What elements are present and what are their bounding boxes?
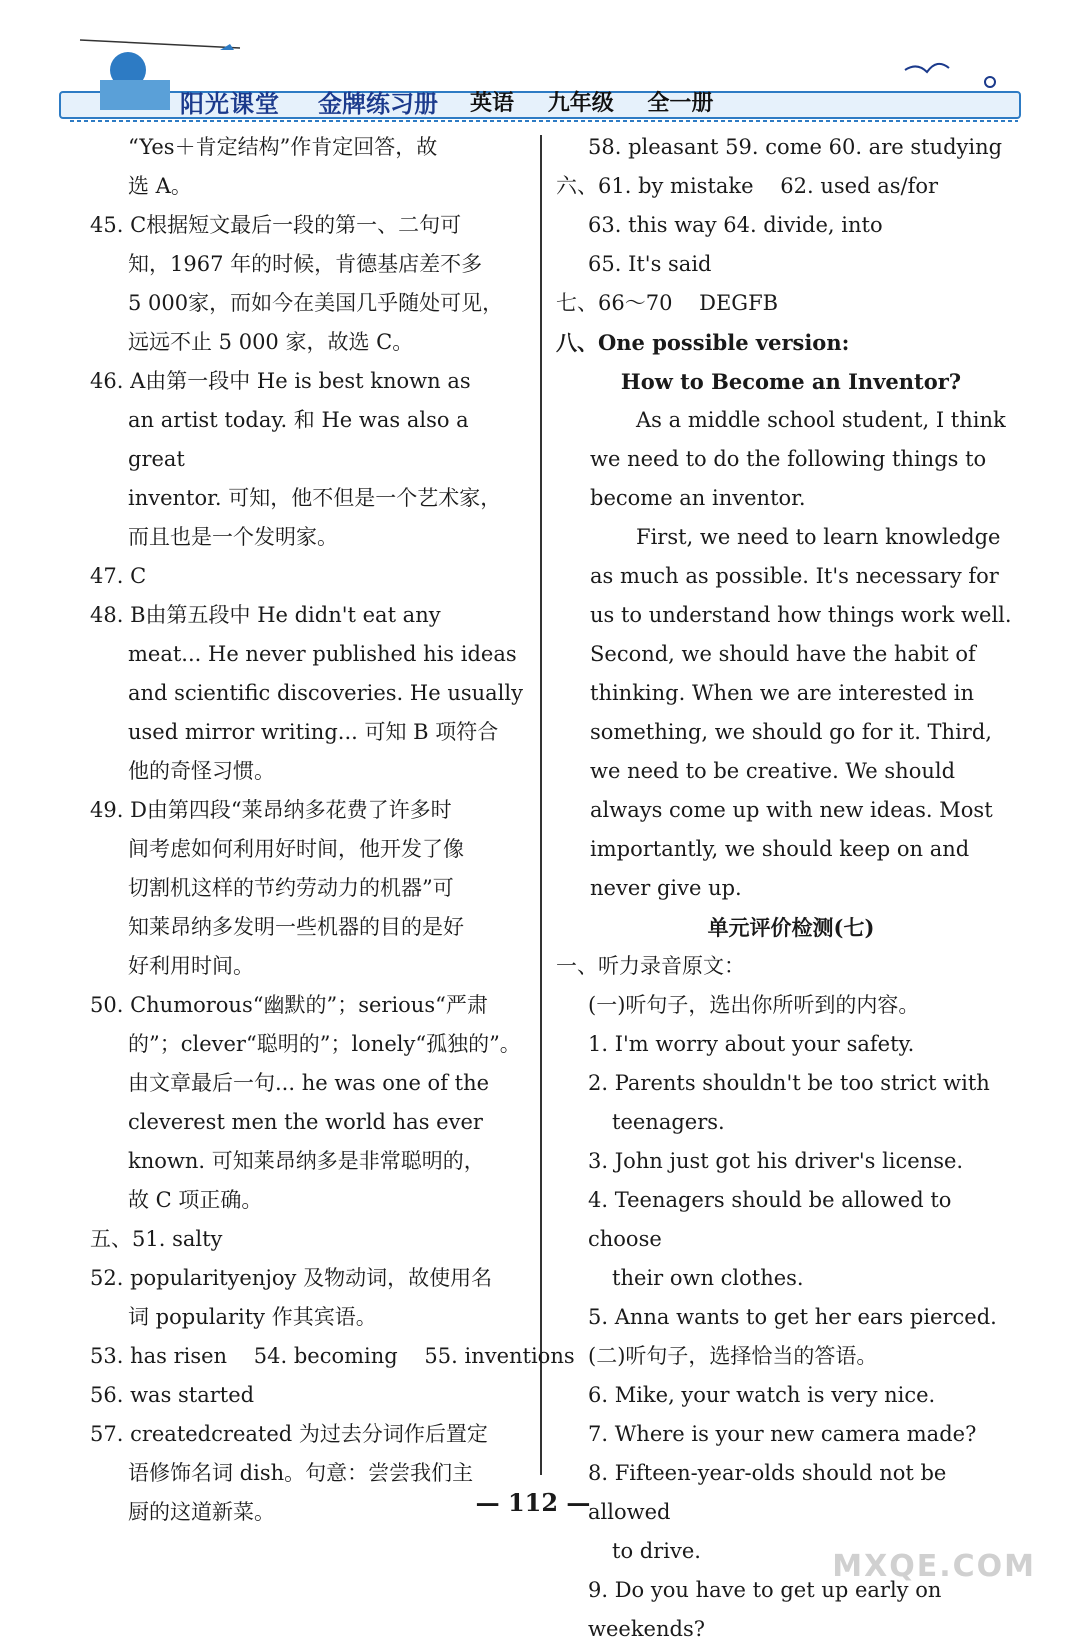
answer-text: 9. Do you have to get up early on weekends? [588,1578,942,1641]
answer-line [90,479,530,518]
answer-line [556,1415,1026,1454]
answer-text: 选 A。 [128,174,192,198]
answer-text: 4. Teenagers should be allowed to choose [588,1188,952,1251]
answer-number: 八、One possible version: [556,330,850,355]
answer-text: 由第一段中 He is best known as [145,369,471,393]
column-divider [540,135,542,1475]
answer-line [90,1142,530,1181]
essay-paragraph-1: As a middle school student, I think we need to do the following things to become an inventor. [590,408,1006,510]
answer-text: (一)听句子，选出你所听到的内容。 [588,993,920,1017]
answer-line [90,245,530,284]
answer-text: 间考虑如何利用好时间，他开发了像 [128,837,464,861]
answer-number: 47. C [90,564,147,588]
answer-line [90,635,530,674]
answer-line [556,1142,1026,1181]
answer-text: 根据短文最后一段的第一、二句可 [146,213,462,237]
answer-number: 56. was started [90,1383,255,1407]
answer-line [556,284,1026,323]
answer-number: 七、66～70 DEGFB [556,291,779,315]
answer-line [90,791,530,830]
answer-line [90,869,530,908]
answer-text: 8. Fifteen-year-olds should not be allowed [588,1461,947,1524]
answer-line [90,986,530,1025]
answer-text: inventor. 可知，他不但是一个艺术家， [128,486,502,510]
answer-line [556,1337,1026,1376]
subject: 英语 [470,91,515,116]
answer-line [90,947,530,986]
answer-line [90,1259,530,1298]
answer-number: 45. C [90,213,147,237]
answer-line [90,284,530,323]
answer-number: 57. created [90,1422,212,1446]
answer-line [90,1220,530,1259]
answer-text: 词 popularity 作其宾语。 [128,1305,377,1329]
answer-text: 他的奇怪习惯。 [128,759,275,783]
answer-text: 知，1967 年的时候，肯德基店差不多 [128,252,483,276]
answer-text: “Yes＋肯定结构”作肯定回答，故 [128,135,438,159]
answer-text: 5. Anna wants to get her ears pierced. [588,1305,997,1329]
answer-text: their own clothes. [612,1266,804,1290]
listening-script [556,947,1026,1649]
answer-line [556,1103,1026,1142]
answer-line [90,713,530,752]
grade: 九年级 [547,91,614,116]
answer-text: to drive. [612,1539,701,1563]
answer-text: cleverest men the world has ever [128,1110,483,1134]
answer-line [556,1181,1026,1259]
answer-line [90,1298,530,1337]
answer-line [556,1259,1026,1298]
answer-text: 知莱昂纳多发明一些机器的目的是好 [128,915,464,939]
answer-text: 好利用时间。 [128,954,254,978]
page-header [0,0,1066,140]
answer-line [90,401,530,479]
answer-text: 2. Parents shouldn't be too strict with [588,1071,990,1095]
answer-text: teenagers. [612,1110,725,1134]
answer-line [90,362,530,401]
answer-text: humorous“幽默的”；serious“严肃 [146,993,488,1017]
answer-text: 由第五段中 He didn't eat any [145,603,441,627]
answer-text: 6. Mike, your watch is very nice. [588,1383,936,1407]
answer-line [556,323,1026,362]
answer-line [90,128,530,167]
answer-text: 切割机这样的节约劳动力的机器”可 [128,876,454,900]
answers-continued [556,128,1026,362]
right-column [556,128,1026,1649]
answer-line [90,1181,530,1220]
answer-number: 六、61. by mistake 62. used as/for [556,174,939,198]
answer-text: 3. John just got his driver's license. [588,1149,964,1173]
answer-line [90,674,530,713]
answer-line [90,1025,530,1064]
answer-text: 58. pleasant 59. come 60. are studying [588,135,1003,159]
answer-text: 63. this way 64. divide, into [588,213,883,237]
answer-line [90,518,530,557]
answer-line [90,752,530,791]
answer-text: an artist today. 和 He was also a great [128,408,469,471]
answer-number: 五、51. salty [90,1227,223,1251]
answer-line [90,1415,530,1454]
answer-text: 由文章最后一句... he was one of the [128,1071,490,1095]
answer-line [556,206,1026,245]
essay-paragraph-2: First, we need to learn knowledge as much as possible. It's necessary for us to understand how things work well. Second, we should have the habit of thinking. When we are interested in something, we should go for it. Third, we need to be creative. We should always come up with new ideas. Most importantly, we should keep on and never give up. [590,525,1012,900]
book-title: 金牌练习册 [318,90,438,118]
answer-text: 7. Where is your new camera made? [588,1422,977,1446]
answer-line [556,1298,1026,1337]
answer-line [90,908,530,947]
answer-line [90,323,530,362]
answer-text: 1. I'm worry about your safety. [588,1032,915,1056]
answer-number: 49. D [90,798,147,822]
answer-line [556,1025,1026,1064]
essay-title: How to Become an Inventor? [620,369,962,394]
answer-text: (二)听句子，选择恰当的答语。 [588,1344,878,1368]
answer-line [556,245,1026,284]
book-meta [470,86,739,117]
answer-line [90,167,530,206]
answer-line [556,947,1026,986]
volume: 全一册 [647,91,714,116]
answer-text: 远远不止 5 000 家，故选 C。 [128,330,414,354]
answer-number: 53. has risen 54. becoming 55. inventions [90,1344,575,1368]
answer-line [90,1064,530,1103]
unit-test-title: 单元评价检测(七) [707,915,875,940]
answer-line [556,1064,1026,1103]
answer-line [90,1376,530,1415]
answer-number: 48. B [90,603,146,627]
answer-text: enjoy 及物动词，故使用名 [239,1266,493,1290]
answer-text: 语修饰名词 dish。句意：尝尝我们主 [128,1461,474,1485]
answer-text: used mirror writing... 可知 B 项符合 [128,720,499,744]
answer-line [90,1337,575,1376]
series-title: 阳光课堂 [180,90,280,118]
answer-text: 65. It's said [588,252,712,276]
answer-text: 的”；clever“聪明的”；lonely“孤独的”。 [128,1032,521,1056]
answer-text: 由第四段“莱昂纳多花费了许多时 [146,798,452,822]
answer-line [556,128,1026,167]
answer-line [90,1103,530,1142]
answer-text: meat... He never published his ideas [128,642,517,666]
answer-text: and scientific discoveries. He usually [128,681,523,705]
answer-text: 而且也是一个发明家。 [128,525,338,549]
answer-line [90,830,530,869]
answer-text: created 为过去分词作后置定 [211,1422,488,1446]
answer-text: 5 000家，而如今在美国几乎随处可见， [128,291,504,315]
page-number: — 112 — [475,1488,591,1517]
answer-text: known. 可知莱昂纳多是非常聪明的， [128,1149,485,1173]
answer-number: 50. C [90,993,147,1017]
answer-number: 46. A [90,369,146,393]
answer-line [90,596,530,635]
answer-text: 故 C 项正确。 [128,1188,263,1212]
answer-number: 52. popularity [90,1266,240,1290]
watermark: MXQE.COM [832,1549,1036,1584]
answer-text: 厨的这道新菜。 [128,1500,275,1524]
answer-line [556,167,1026,206]
answer-number: 一、听力录音原文： [556,954,745,978]
answer-line [556,1376,1026,1415]
answer-line [90,557,530,596]
answer-line [90,206,530,245]
header-decoration [0,0,1066,140]
answer-line [556,986,1026,1025]
